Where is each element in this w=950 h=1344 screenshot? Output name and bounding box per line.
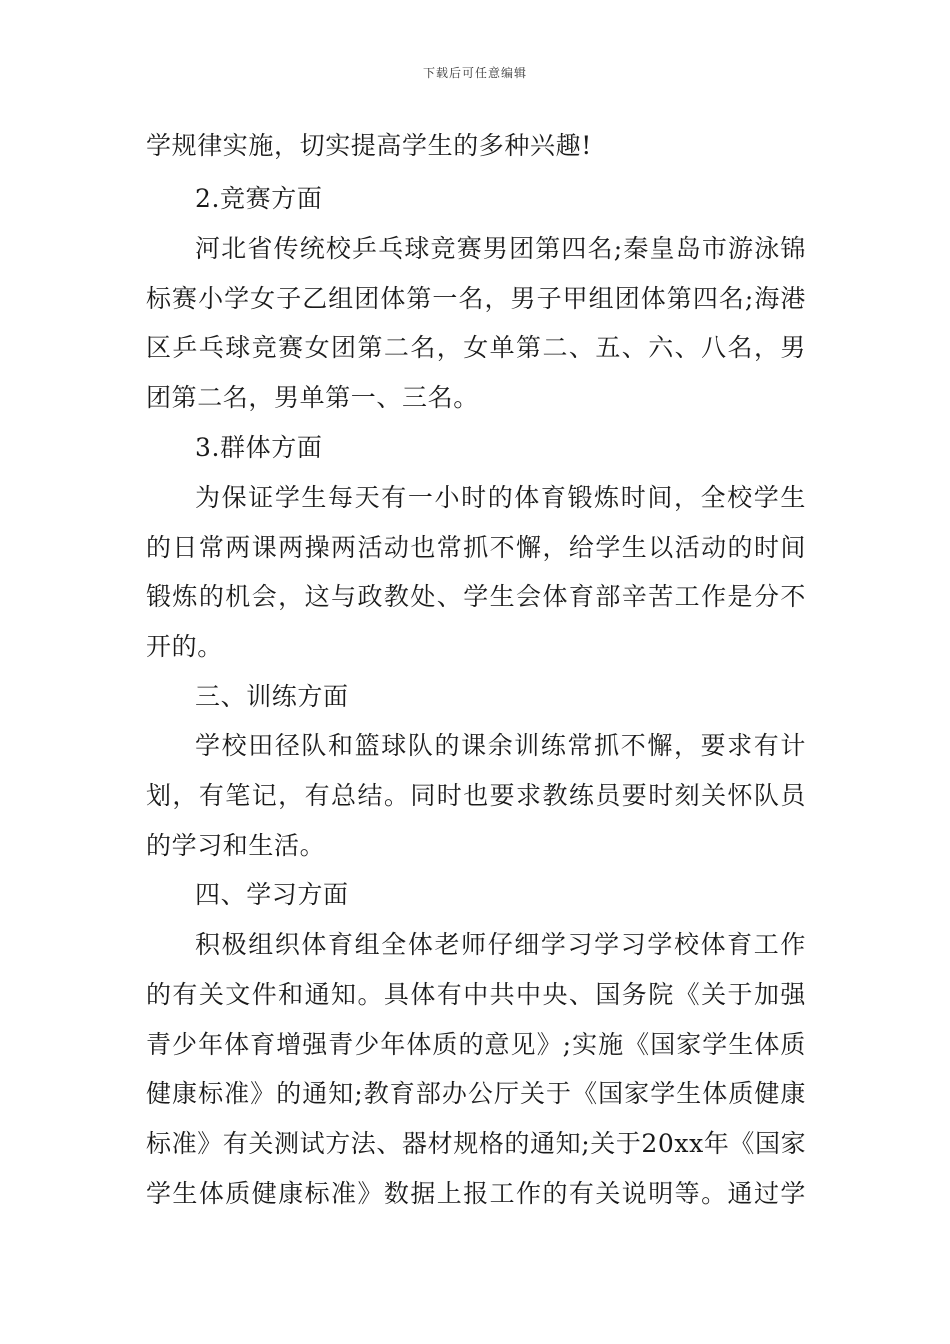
paragraph-line: 健康标准》的通知;教育部办公厅关于《国家学生体质健康 xyxy=(146,1079,806,1108)
paragraph-line: 河北省传统校乒乓球竞赛男团第四名;秦皇岛市游泳锦 xyxy=(195,234,806,263)
paragraph-line: 为保证学生每天有一小时的体育锻炼时间，全校学生 xyxy=(195,483,806,512)
paragraph-line: 划，有笔记，有总结。同时也要求教练员要时刻关怀队员 xyxy=(146,781,806,810)
paragraph-line: 区乒乓球竞赛女团第二名，女单第二、五、六、八名，男 xyxy=(146,333,806,362)
paragraph-line: 学生体质健康标准》数据上报工作的有关说明等。通过学 xyxy=(146,1179,806,1208)
paragraph-line: 团第二名，男单第一、三名。 xyxy=(146,383,479,412)
paragraph-line: 标赛小学女子乙组团体第一名，男子甲组团体第四名;海港 xyxy=(146,284,806,313)
page-header-note: 下载后可任意编辑 xyxy=(422,66,527,80)
section-heading-competition: 2.竞赛方面 xyxy=(195,184,323,213)
section-heading-study: 四、学习方面 xyxy=(195,880,349,909)
section-heading-group: 3.群体方面 xyxy=(195,433,323,462)
paragraph-line: 开的。 xyxy=(146,632,223,661)
paragraph-line: 的日常两课两操两活动也常抓不懈，给学生以活动的时间 xyxy=(146,533,806,562)
paragraph-line: 的学习和生活。 xyxy=(146,831,326,860)
paragraph-line: 学校田径队和篮球队的课余训练常抓不懈，要求有计 xyxy=(195,731,806,760)
paragraph-line: 标准》有关测试方法、器材规格的通知;关于20xx年《国家 xyxy=(146,1129,807,1158)
section-heading-training: 三、训练方面 xyxy=(195,682,349,711)
paragraph-line: 青少年体育增强青少年体质的意见》;实施《国家学生体质 xyxy=(146,1030,806,1059)
paragraph-line: 学规律实施，切实提高学生的多种兴趣! xyxy=(146,131,592,160)
paragraph-line: 的有关文件和通知。具体有中共中央、国务院《关于加强 xyxy=(146,980,806,1009)
paragraph-line: 积极组织体育组全体老师仔细学习学习学校体育工作 xyxy=(195,930,806,959)
paragraph-line: 锻炼的机会，这与政教处、学生会体育部辛苦工作是分不 xyxy=(146,582,806,611)
